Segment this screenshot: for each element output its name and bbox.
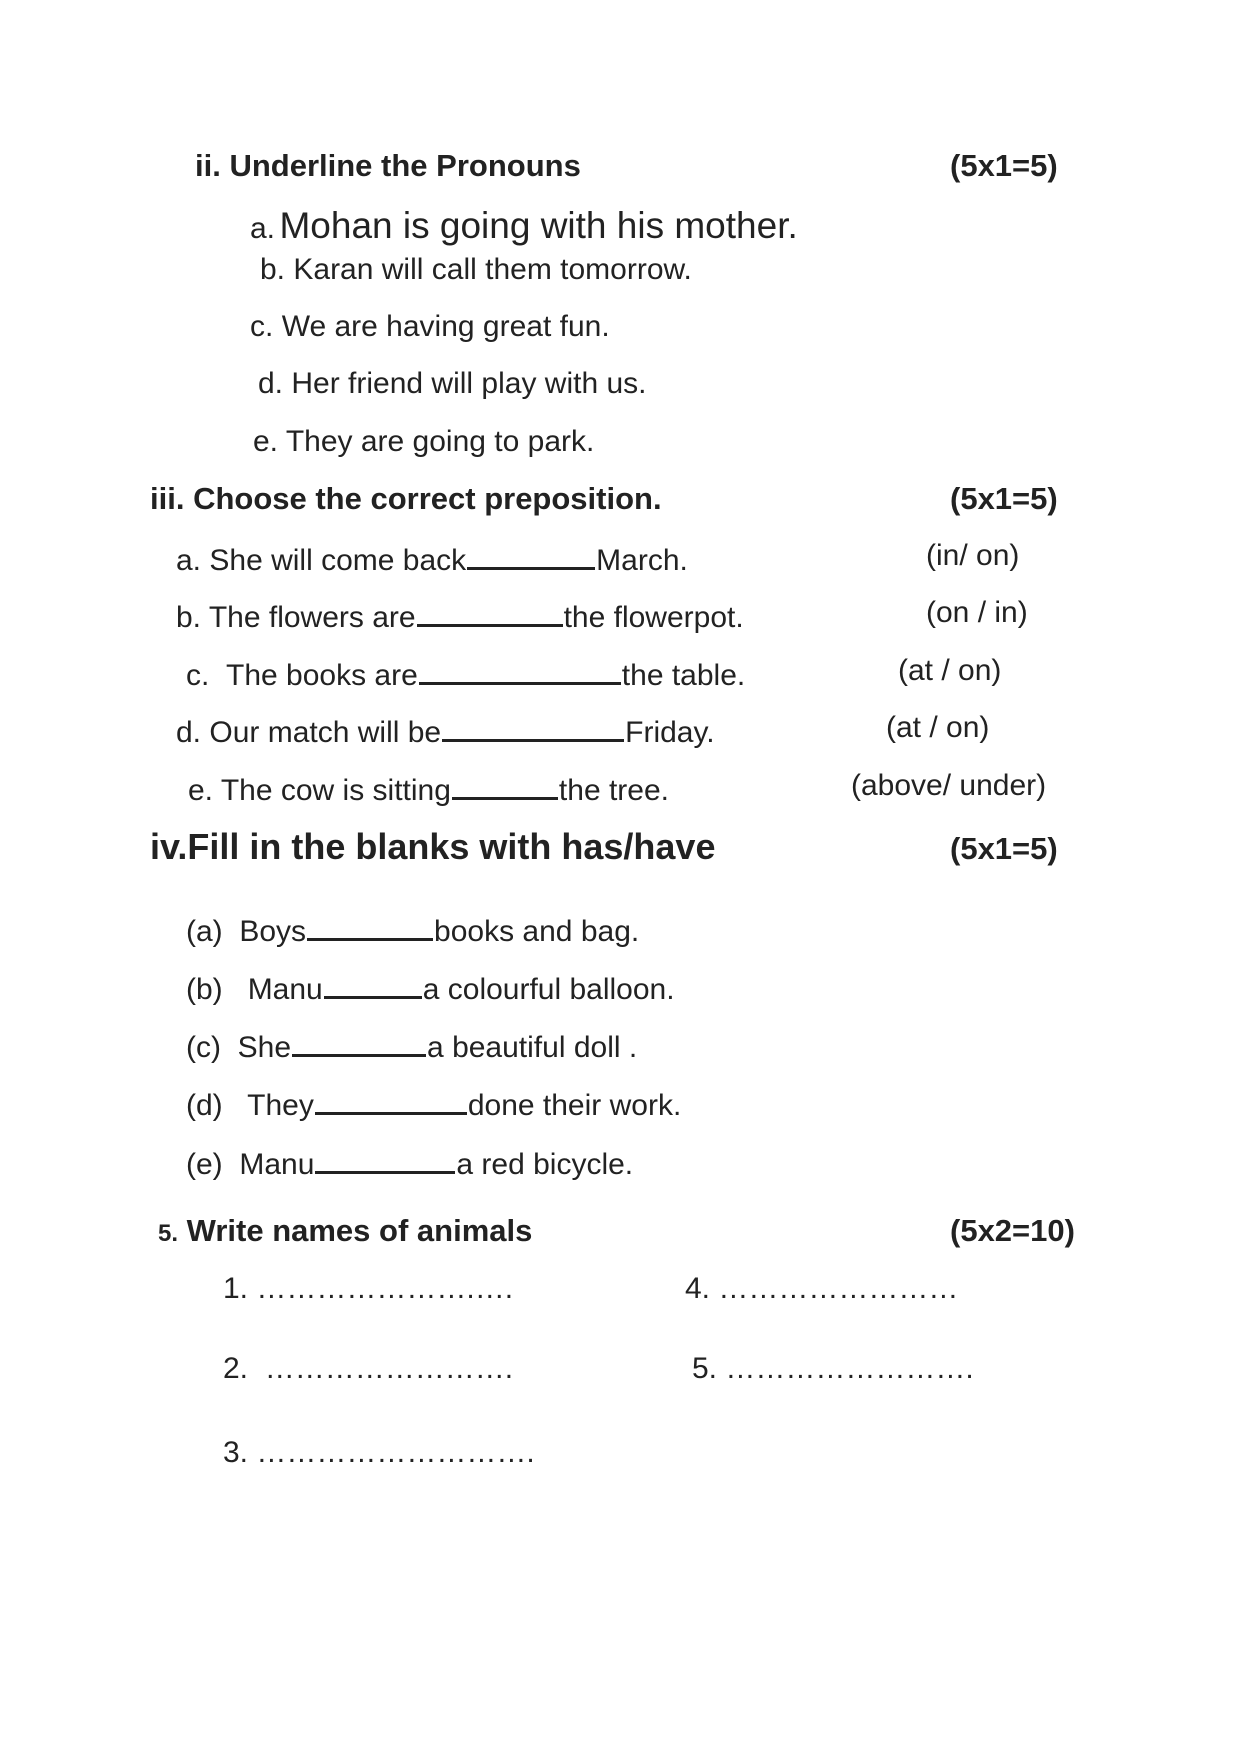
preposition-options-d: (at / on) (886, 711, 990, 744)
preposition-item-b (176, 596, 744, 635)
answer-blank[interactable] (315, 1143, 455, 1174)
item-label: e. (188, 774, 214, 807)
item-before: Our match will be (209, 716, 442, 749)
hashave-item-c (186, 1026, 637, 1065)
item-text: Her friend will play with us. (291, 367, 647, 400)
item-after: the table. (621, 659, 746, 692)
section-iii-marks: (5x1=5) (950, 481, 1058, 516)
item-label: c. (186, 659, 210, 692)
pronoun-item-c (250, 310, 610, 344)
answer-blank[interactable] (419, 654, 621, 685)
item-label: c. (250, 310, 274, 343)
item-label: (e) (186, 1148, 223, 1181)
section-iv-title-text: Fill in the blanks with has/have (187, 826, 716, 867)
item-label: (c) (186, 1031, 221, 1064)
item-before: Boys (239, 915, 307, 948)
section-5-num: 5. (158, 1220, 179, 1247)
item-after: a red bicycle. (456, 1148, 634, 1181)
animal-line-5[interactable] (692, 1352, 974, 1386)
item-after: done their work. (467, 1089, 682, 1122)
section-iii-title: iii. Choose the correct preposition. (150, 481, 662, 516)
section-ii-marks: (5x1=5) (950, 148, 1058, 183)
item-before: Manu (239, 1148, 315, 1181)
section-ii-title: ii. Underline the Pronouns (195, 148, 581, 183)
item-text: Karan will call them tomorrow. (293, 253, 692, 286)
item-after: the flowerpot. (563, 601, 744, 634)
preposition-options-e: (above/ under) (851, 769, 1047, 802)
item-before: Manu (247, 973, 323, 1006)
item-label: (b) (186, 973, 223, 1006)
item-label: e. (253, 425, 279, 458)
item-text: Mohan is going with his mother. (279, 205, 798, 246)
preposition-options-b: (on / in) (926, 596, 1028, 629)
pronoun-item-a (250, 205, 798, 247)
line-dots: ……………………. (264, 1352, 514, 1385)
item-before: They (247, 1089, 314, 1122)
hashave-item-d (186, 1084, 681, 1123)
hashave-item-a (186, 910, 639, 949)
answer-blank[interactable] (417, 596, 563, 627)
answer-blank[interactable] (315, 1084, 467, 1115)
preposition-options-a: (in/ on) (926, 539, 1020, 572)
line-dots: ………………………. (256, 1436, 535, 1469)
preposition-options-c: (at / on) (898, 654, 1002, 687)
item-label: (a) (186, 915, 223, 948)
item-label: a. (250, 212, 276, 245)
answer-blank[interactable] (467, 539, 595, 570)
answer-blank[interactable] (442, 711, 624, 742)
line-label: 4. (685, 1272, 711, 1305)
pronoun-item-d (258, 367, 647, 401)
item-text: We are having great fun. (281, 310, 610, 343)
item-before: The cow is sitting (220, 774, 451, 807)
line-label: 1. (223, 1272, 249, 1305)
item-after: books and bag. (434, 915, 640, 948)
section-iv-title (150, 826, 715, 868)
preposition-item-d (176, 711, 715, 750)
item-label: b. (260, 253, 286, 286)
item-text: They are going to park. (285, 425, 595, 458)
item-after: Friday. (625, 716, 715, 749)
item-before: She (237, 1031, 292, 1064)
item-label: a. (176, 544, 202, 577)
item-after: a colourful balloon. (422, 973, 675, 1006)
hashave-item-e (186, 1143, 633, 1182)
item-before: The books are (226, 659, 418, 692)
line-dots: ………………….…. (256, 1272, 514, 1305)
answer-blank[interactable] (452, 769, 558, 800)
animal-line-2[interactable] (223, 1352, 513, 1386)
preposition-item-c (186, 654, 745, 693)
preposition-item-e (188, 769, 669, 808)
item-after: a beautiful doll . (427, 1031, 638, 1064)
line-label: 5. (692, 1352, 718, 1385)
item-before: The flowers are (208, 601, 416, 634)
section-iv-num: iv. (150, 826, 188, 867)
pronoun-item-e (253, 425, 594, 459)
section-iv-marks: (5x1=5) (950, 831, 1058, 866)
answer-blank[interactable] (307, 910, 433, 941)
line-label: 3. (223, 1436, 249, 1469)
answer-blank[interactable] (324, 968, 422, 999)
item-after: March. (596, 544, 688, 577)
animal-line-1[interactable] (223, 1272, 513, 1306)
section-5-marks: (5x2=10) (950, 1213, 1075, 1248)
hashave-item-b (186, 968, 675, 1007)
line-label: 2. (223, 1352, 249, 1385)
section-5-title (158, 1213, 532, 1249)
item-after: the tree. (558, 774, 669, 807)
preposition-item-a (176, 539, 688, 578)
item-before: She will come back (209, 544, 467, 577)
section-5-title-text: Write names of animals (186, 1213, 533, 1248)
answer-blank[interactable] (292, 1026, 426, 1057)
line-dots: …………………… (718, 1272, 959, 1305)
line-dots: ……………………. (725, 1352, 974, 1385)
pronoun-item-b (260, 253, 692, 287)
item-label: b. (176, 601, 202, 634)
item-label: d. (176, 716, 202, 749)
animal-line-3[interactable] (223, 1436, 535, 1470)
item-label: d. (258, 367, 284, 400)
item-label: (d) (186, 1089, 223, 1122)
animal-line-4[interactable] (685, 1272, 958, 1306)
